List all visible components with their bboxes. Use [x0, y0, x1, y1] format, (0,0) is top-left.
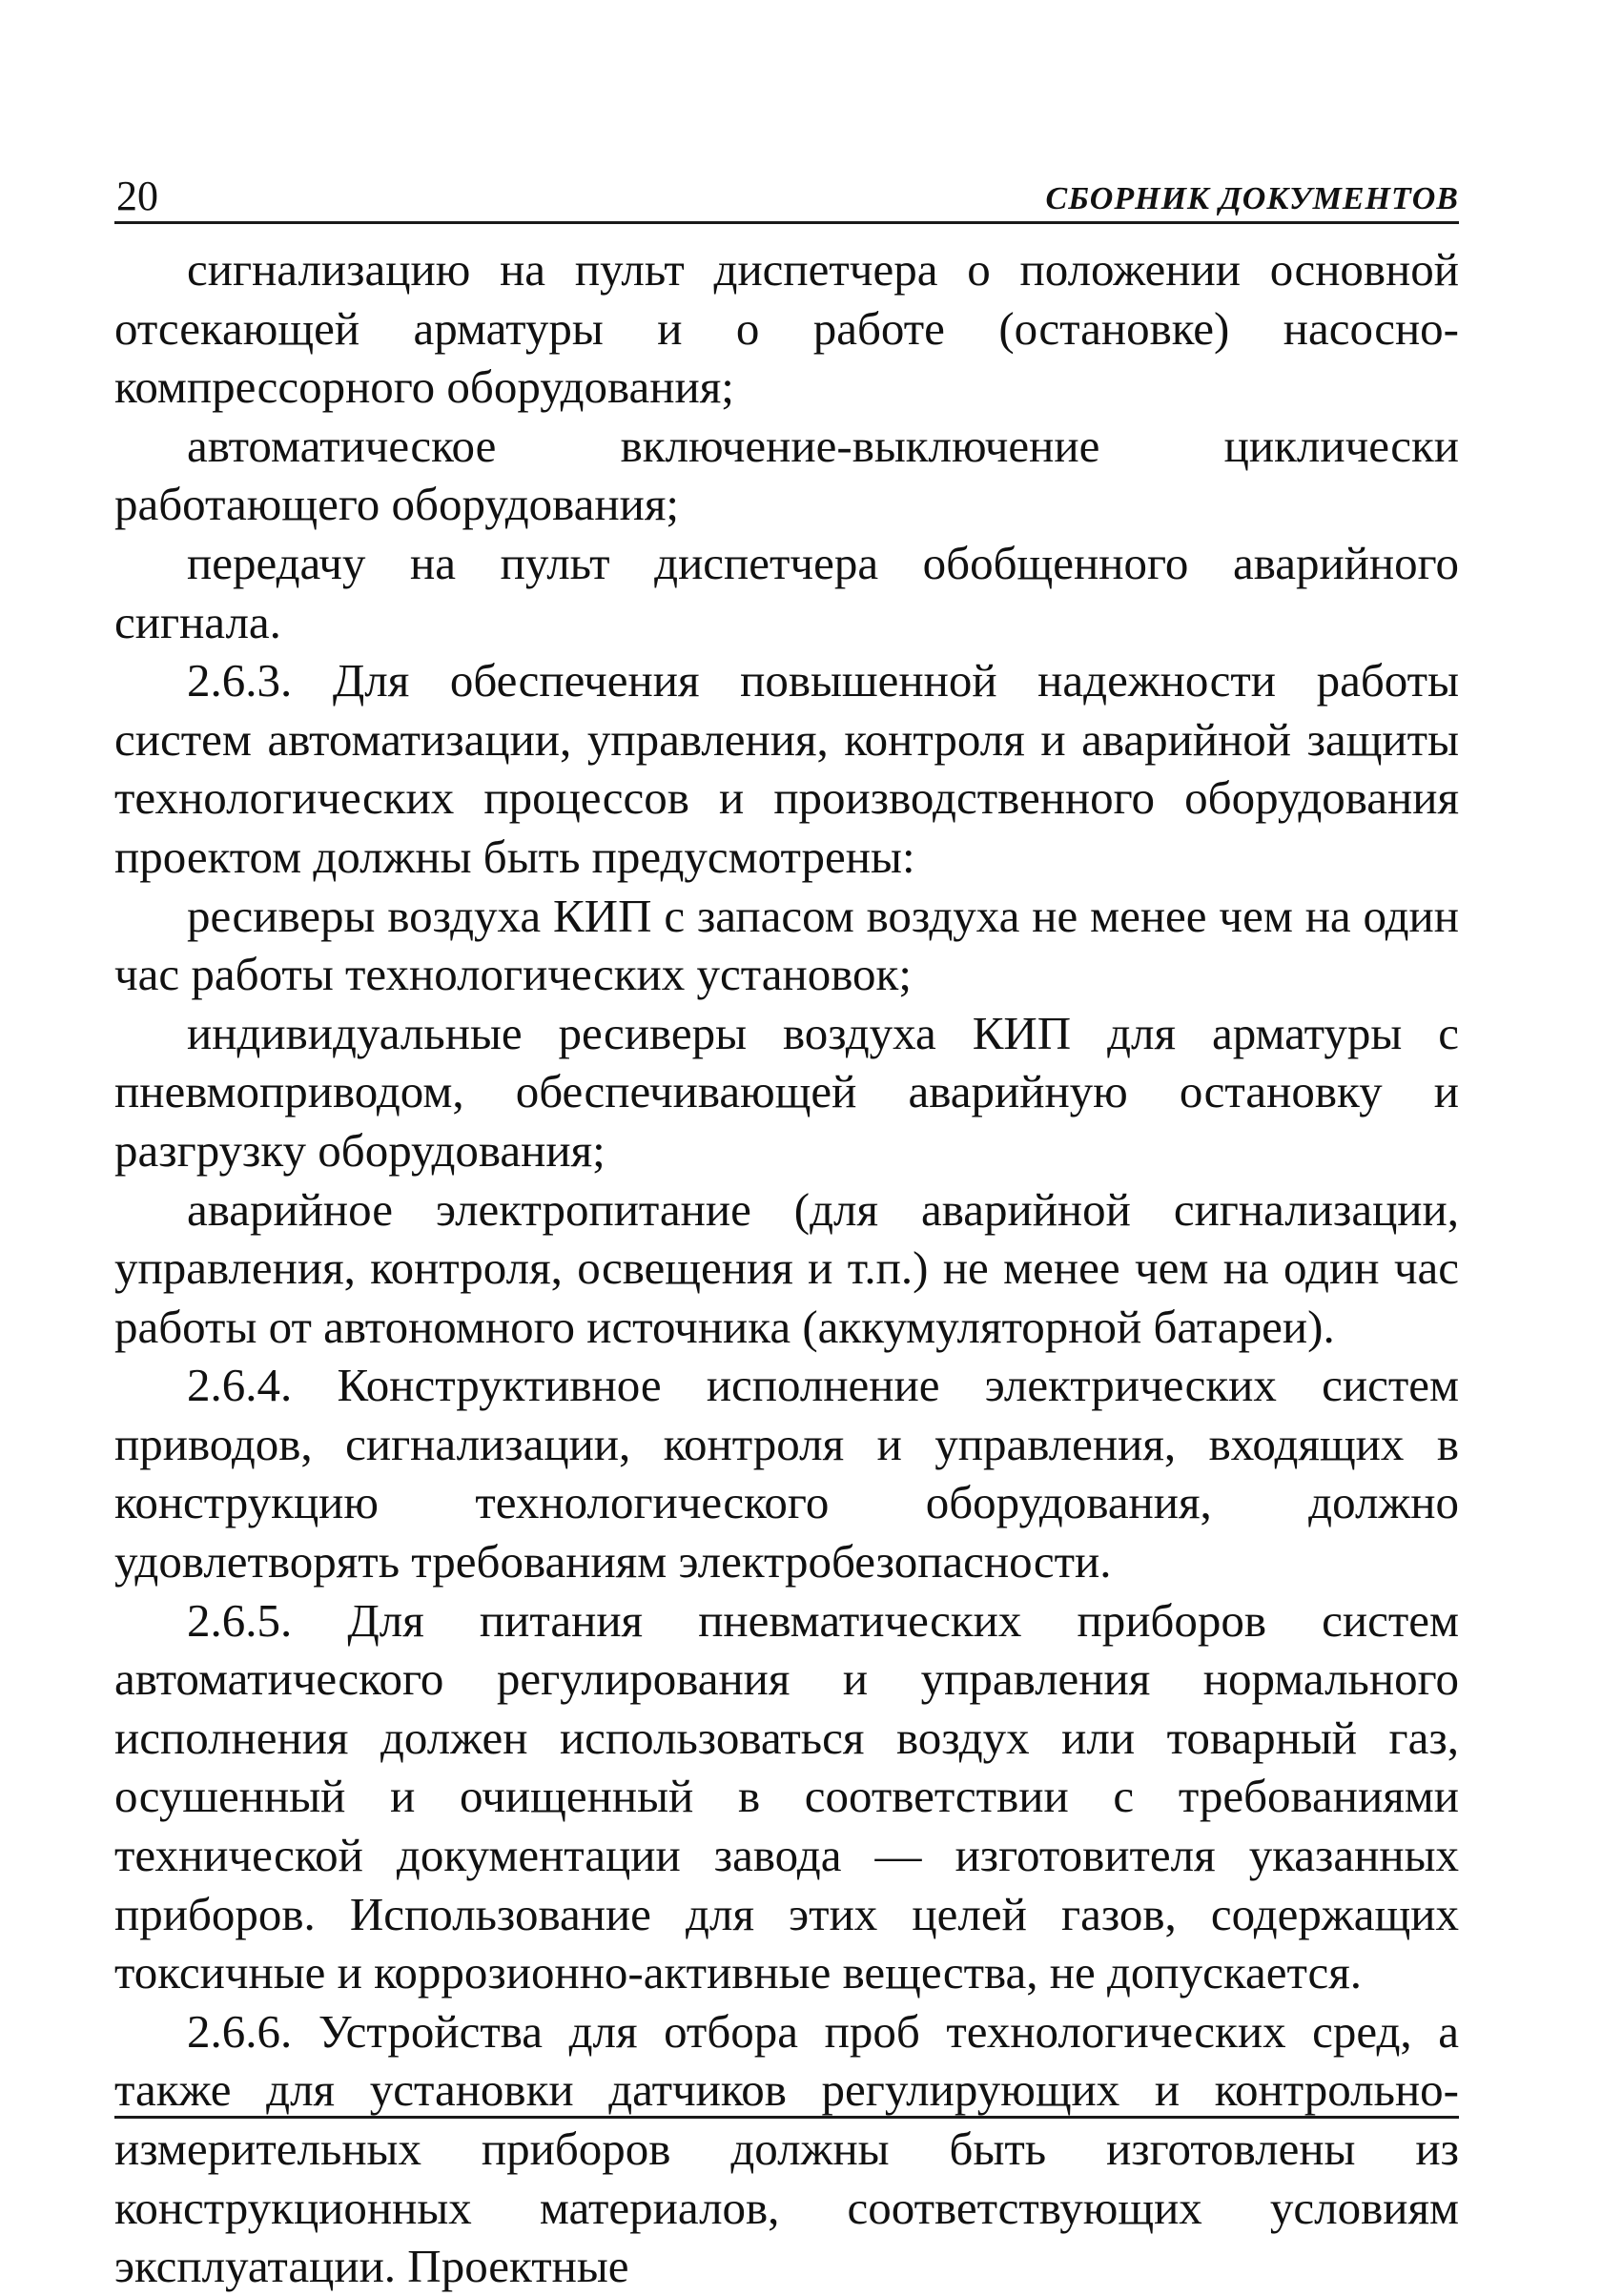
- running-header: [114, 164, 1459, 224]
- paragraph-emergency-power: аварийное электропитание (для аварийной сигнализации, управления, контроля, освещения и т.п.) не менее чем на один час работы от автономного источника (аккумуляторной батареи).: [114, 1182, 1459, 1353]
- paragraph-2-6-6: 2.6.6. Устройства для отбора проб технологических сред, а также для установки датчиков регулирующих и контрольно-измерительных приборов должны быть изготовлены из конструкционных материалов, соответствующих условиям эксплуатации. Проектные: [114, 2004, 1459, 2293]
- paragraph-2-6-3: 2.6.3. Для обеспечения повышенной надежности работы систем автоматизации, управления, контроля и аварийной защиты технологических процессов и производственного оборудования проектом должны быть предусмотрены:: [114, 654, 1459, 883]
- paragraph-auto-switching: автоматическое включение-выключение циклически работающего оборудования;: [114, 419, 1459, 531]
- document-page: [114, 0, 1459, 2293]
- paragraph-air-receivers: ресиверы воздуха КИП с запасом воздуха не менее чем на один час работы технологических установок;: [114, 889, 1459, 1001]
- page-number: 20: [116, 173, 158, 219]
- bottom-rule: [114, 2116, 1459, 2119]
- paragraph-signaling: сигнализацию на пульт диспетчера о положении основной отсекающей арматуры и о работе (остановке) насосно-компрессорного оборудования;: [114, 243, 1459, 414]
- paragraph-alarm-transfer: передачу на пульт диспетчера обобщенного аварийного сигнала.: [114, 536, 1459, 648]
- paragraph-2-6-5: 2.6.5. Для питания пневматических приборов систем автоматического регулирования и управления нормального исполнения должен использоваться воздух или товарный газ, осушенный и очищенный в соответствии с требованиями технической документации завода — изготовителя указанных приборов. Использование для этих целей газов, содержащих токсичные и коррозионно-активные вещества, не допускается.: [114, 1593, 1459, 1999]
- body-text: [114, 240, 1459, 2296]
- running-title: СБОРНИК ДОКУМЕНТОВ: [1045, 181, 1459, 216]
- paragraph-individual-receivers: индивидуальные ресиверы воздуха КИП для арматуры с пневмоприводом, обеспечивающей аварийную остановку и разгрузку оборудования;: [114, 1006, 1459, 1177]
- paragraph-2-6-4: 2.6.4. Конструктивное исполнение электрических систем приводов, сигнализации, контроля и управления, входящих в конструкцию технологического оборудования, должно удовлетворять требованиям электробезопасности.: [114, 1359, 1459, 1589]
